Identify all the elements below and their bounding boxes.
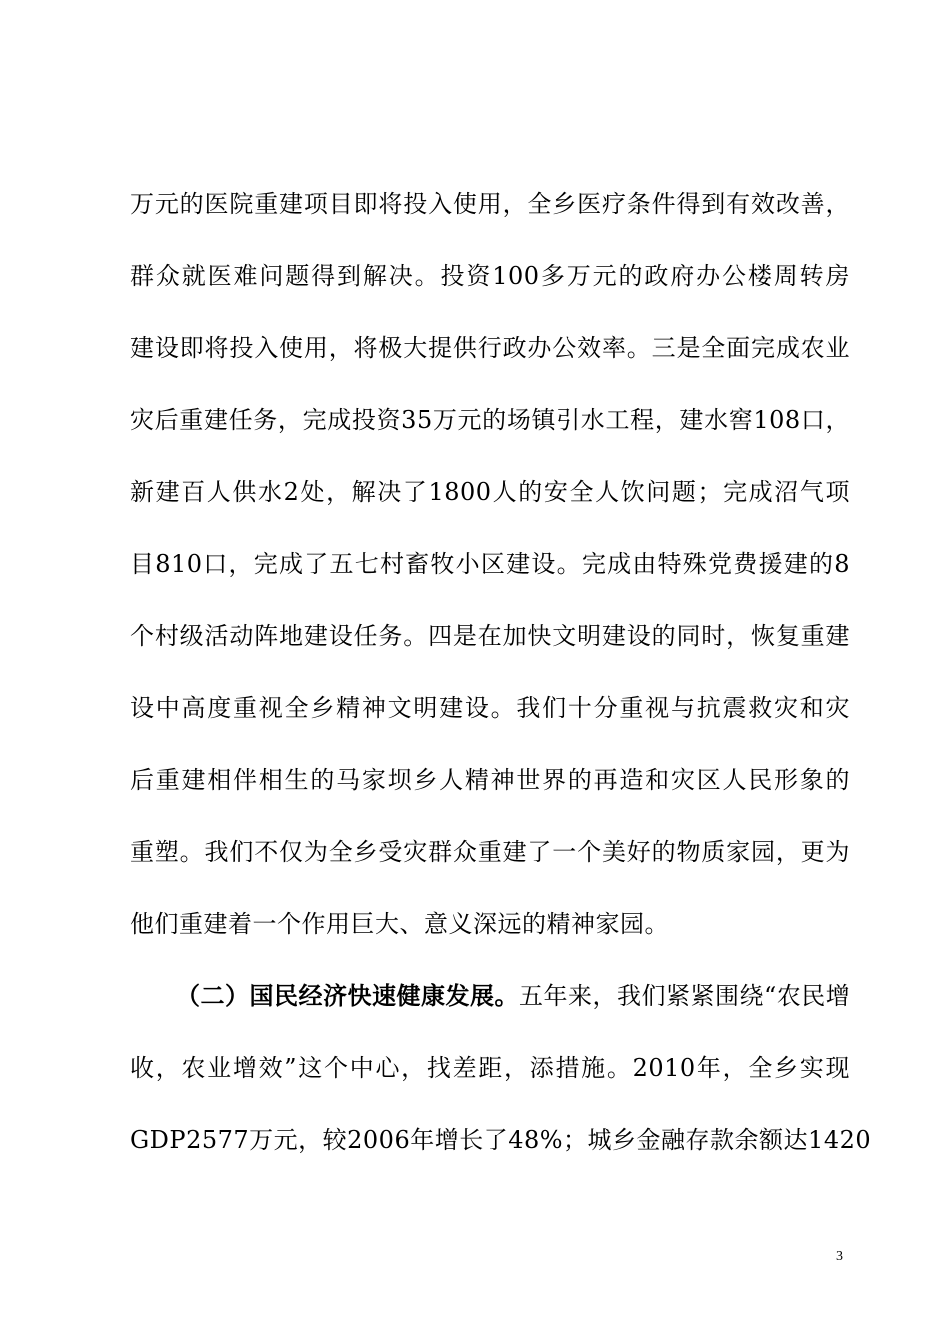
section-heading: （二）国民经济快速健康发展。: [176, 981, 519, 1010]
paragraph-line: 建设即将投入使用，将极大提供行政办公效率。三是全面完成农业: [130, 334, 850, 362]
page-number: 3: [836, 1249, 843, 1264]
paragraph-line: 万元的医院重建项目即将投入使用，全乡医疗条件得到有效改善，: [130, 190, 850, 218]
section-heading-rest: 五年来，我们紧紧围绕“农民增: [519, 982, 851, 1010]
paragraph-line: 新建百人供水2处，解决了1800人的安全人饮问题；完成沼气项: [130, 478, 850, 506]
paragraph-line: 群众就医难问题得到解决。投资100多万元的政府办公楼周转房: [130, 262, 850, 290]
paragraph-line: 目810口，完成了五七村畜牧小区建设。完成由特殊党费援建的8: [130, 550, 850, 578]
paragraph-line: GDP2577万元，较2006年增长了48%；城乡金融存款余额达1420: [130, 1126, 872, 1154]
paragraph-line: 个村级活动阵地建设任务。四是在加快文明建设的同时，恢复重建: [130, 622, 850, 650]
paragraph-line: 他们重建着一个作用巨大、意义深远的精神家园。: [130, 910, 669, 938]
section-first-line: [130, 978, 850, 1014]
paragraph-line: 设中高度重视全乡精神文明建设。我们十分重视与抗震救灾和灾: [130, 694, 850, 722]
paragraph-line: 收，农业增效”这个中心，找差距，添措施。2010年，全乡实现: [130, 1054, 850, 1082]
paragraph-line: 后重建相伴相生的马家坝乡人精神世界的再造和灾区人民形象的: [130, 766, 850, 794]
paragraph-line: 重塑。我们不仅为全乡受灾群众重建了一个美好的物质家园，更为: [130, 838, 850, 866]
paragraph-line: 灾后重建任务，完成投资35万元的场镇引水工程，建水窖108口，: [130, 406, 850, 434]
